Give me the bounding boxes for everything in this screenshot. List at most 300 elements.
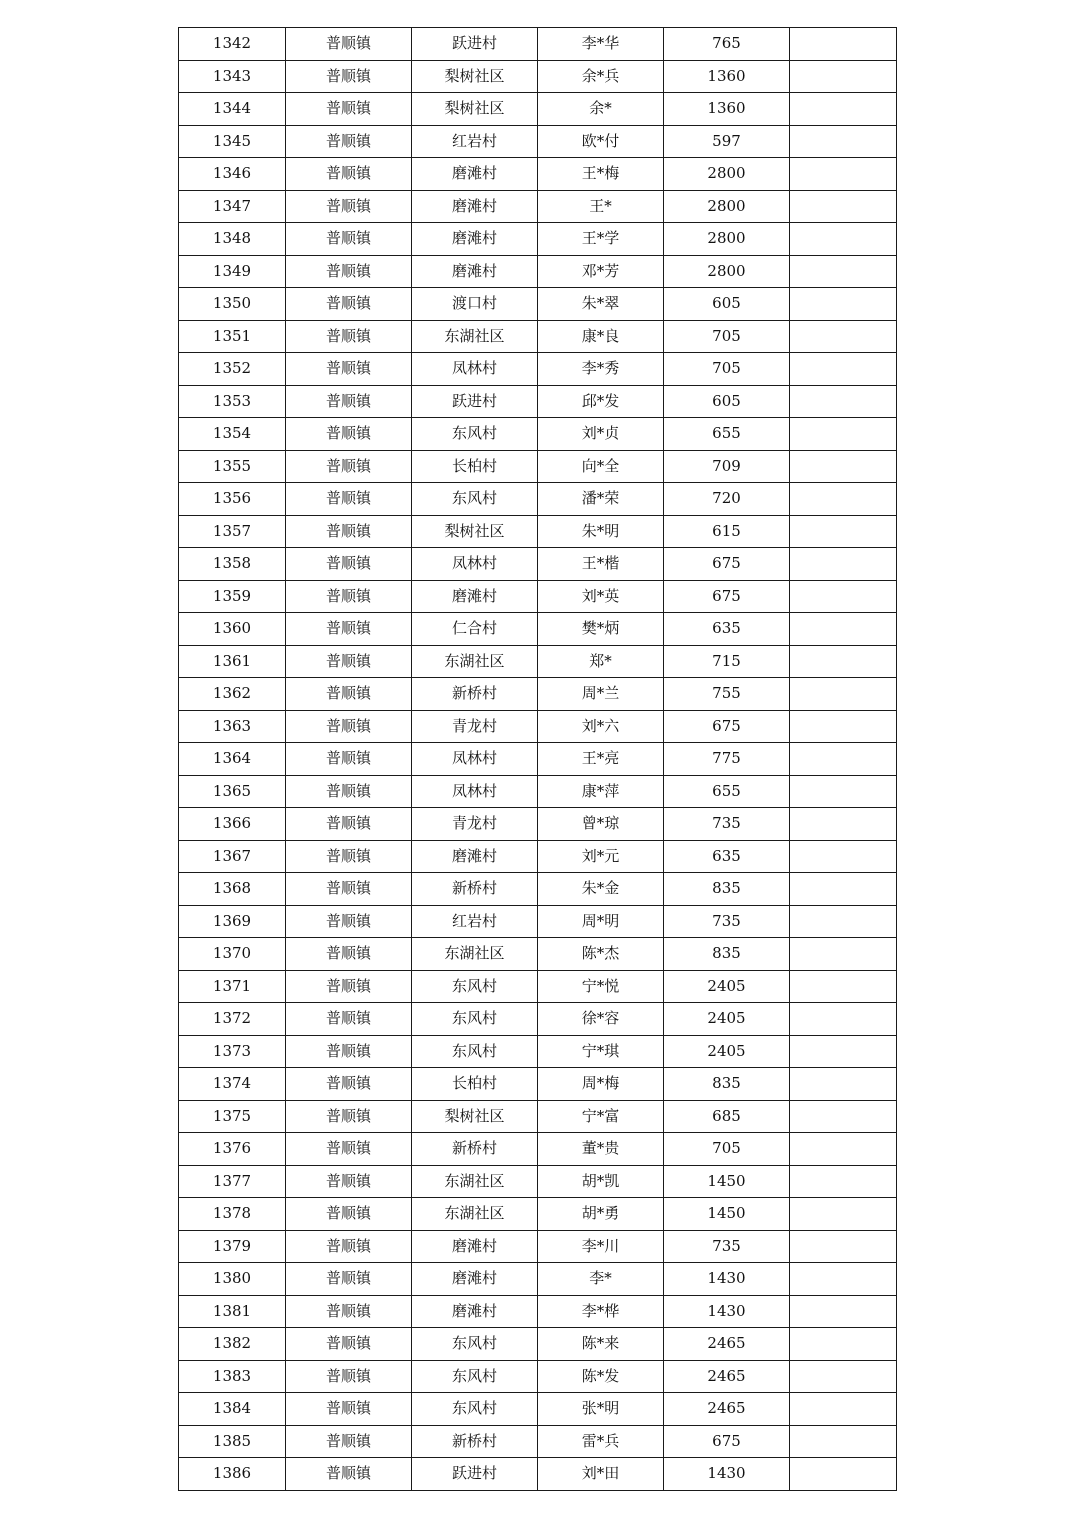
- cell-town: 普顺镇: [286, 385, 412, 418]
- cell-village: 磨滩村: [412, 580, 538, 613]
- cell-number: 1357: [179, 515, 286, 548]
- table-row: [179, 905, 897, 938]
- cell-number: 1382: [179, 1328, 286, 1361]
- cell-village: 东湖社区: [412, 938, 538, 971]
- cell-number: 1385: [179, 1425, 286, 1458]
- cell-village: 跃进村: [412, 385, 538, 418]
- table-row: [179, 840, 897, 873]
- cell-town: 普顺镇: [286, 483, 412, 516]
- cell-note: [790, 1230, 897, 1263]
- table-row: [179, 255, 897, 288]
- cell-village: 东风村: [412, 1328, 538, 1361]
- cell-note: [790, 1328, 897, 1361]
- cell-name: 余*: [538, 93, 664, 126]
- table-row: [179, 28, 897, 61]
- cell-village: 东湖社区: [412, 1165, 538, 1198]
- cell-number: 1365: [179, 775, 286, 808]
- cell-town: 普顺镇: [286, 580, 412, 613]
- cell-number: 1344: [179, 93, 286, 126]
- cell-amount: 705: [664, 320, 790, 353]
- cell-name: 胡*勇: [538, 1198, 664, 1231]
- table-row: [179, 353, 897, 386]
- cell-amount: 2405: [664, 1035, 790, 1068]
- cell-note: [790, 93, 897, 126]
- cell-number: 1381: [179, 1295, 286, 1328]
- cell-name: 朱*明: [538, 515, 664, 548]
- cell-town: 普顺镇: [286, 60, 412, 93]
- cell-number: 1350: [179, 288, 286, 321]
- cell-number: 1346: [179, 158, 286, 191]
- cell-town: 普顺镇: [286, 255, 412, 288]
- cell-name: 王*楷: [538, 548, 664, 581]
- cell-town: 普顺镇: [286, 1230, 412, 1263]
- cell-town: 普顺镇: [286, 1393, 412, 1426]
- cell-note: [790, 1295, 897, 1328]
- table-row: [179, 1068, 897, 1101]
- cell-town: 普顺镇: [286, 1425, 412, 1458]
- cell-town: 普顺镇: [286, 808, 412, 841]
- cell-amount: 2465: [664, 1328, 790, 1361]
- cell-name: 邓*芳: [538, 255, 664, 288]
- table-row: [179, 678, 897, 711]
- table-row: [179, 60, 897, 93]
- data-table-container: [178, 27, 897, 1491]
- cell-town: 普顺镇: [286, 158, 412, 191]
- cell-town: 普顺镇: [286, 873, 412, 906]
- cell-amount: 1360: [664, 60, 790, 93]
- cell-number: 1343: [179, 60, 286, 93]
- data-table: [178, 27, 897, 1491]
- cell-town: 普顺镇: [286, 743, 412, 776]
- cell-note: [790, 1458, 897, 1491]
- cell-village: 凤林村: [412, 548, 538, 581]
- cell-note: [790, 873, 897, 906]
- cell-number: 1375: [179, 1100, 286, 1133]
- cell-name: 朱*翠: [538, 288, 664, 321]
- cell-town: 普顺镇: [286, 1198, 412, 1231]
- cell-number: 1373: [179, 1035, 286, 1068]
- cell-village: 磨滩村: [412, 223, 538, 256]
- cell-name: 樊*炳: [538, 613, 664, 646]
- table-row: [179, 1165, 897, 1198]
- cell-amount: 675: [664, 548, 790, 581]
- cell-amount: 2800: [664, 223, 790, 256]
- cell-amount: 1430: [664, 1263, 790, 1296]
- table-row: [179, 1425, 897, 1458]
- cell-town: 普顺镇: [286, 28, 412, 61]
- cell-number: 1353: [179, 385, 286, 418]
- cell-village: 梨树社区: [412, 60, 538, 93]
- cell-name: 李*桦: [538, 1295, 664, 1328]
- cell-village: 凤林村: [412, 353, 538, 386]
- table-row: [179, 125, 897, 158]
- table-row: [179, 515, 897, 548]
- cell-number: 1383: [179, 1360, 286, 1393]
- cell-number: 1349: [179, 255, 286, 288]
- table-body: [179, 28, 897, 1491]
- cell-amount: 655: [664, 775, 790, 808]
- cell-amount: 705: [664, 1133, 790, 1166]
- table-row: [179, 1133, 897, 1166]
- cell-number: 1372: [179, 1003, 286, 1036]
- cell-name: 胡*凯: [538, 1165, 664, 1198]
- cell-number: 1358: [179, 548, 286, 581]
- cell-name: 欧*付: [538, 125, 664, 158]
- cell-town: 普顺镇: [286, 1328, 412, 1361]
- cell-name: 刘*元: [538, 840, 664, 873]
- cell-village: 梨树社区: [412, 93, 538, 126]
- cell-village: 新桥村: [412, 678, 538, 711]
- cell-name: 朱*金: [538, 873, 664, 906]
- cell-town: 普顺镇: [286, 288, 412, 321]
- cell-name: 邱*发: [538, 385, 664, 418]
- cell-note: [790, 190, 897, 223]
- cell-note: [790, 255, 897, 288]
- cell-amount: 835: [664, 938, 790, 971]
- cell-amount: 1360: [664, 93, 790, 126]
- cell-number: 1366: [179, 808, 286, 841]
- cell-amount: 720: [664, 483, 790, 516]
- cell-amount: 2465: [664, 1393, 790, 1426]
- table-row: [179, 580, 897, 613]
- cell-town: 普顺镇: [286, 1458, 412, 1491]
- cell-amount: 635: [664, 613, 790, 646]
- cell-village: 梨树社区: [412, 1100, 538, 1133]
- table-row: [179, 385, 897, 418]
- cell-town: 普顺镇: [286, 1035, 412, 1068]
- cell-number: 1378: [179, 1198, 286, 1231]
- cell-village: 东湖社区: [412, 645, 538, 678]
- cell-amount: 775: [664, 743, 790, 776]
- cell-name: 王*: [538, 190, 664, 223]
- cell-village: 红岩村: [412, 125, 538, 158]
- cell-village: 渡口村: [412, 288, 538, 321]
- cell-note: [790, 320, 897, 353]
- cell-note: [790, 1393, 897, 1426]
- cell-note: [790, 1035, 897, 1068]
- cell-town: 普顺镇: [286, 418, 412, 451]
- cell-number: 1369: [179, 905, 286, 938]
- cell-number: 1368: [179, 873, 286, 906]
- cell-amount: 1450: [664, 1165, 790, 1198]
- cell-note: [790, 1165, 897, 1198]
- table-row: [179, 1295, 897, 1328]
- cell-amount: 2405: [664, 970, 790, 1003]
- cell-amount: 705: [664, 353, 790, 386]
- cell-name: 康*萍: [538, 775, 664, 808]
- cell-note: [790, 678, 897, 711]
- table-row: [179, 93, 897, 126]
- table-row: [179, 645, 897, 678]
- cell-amount: 2800: [664, 190, 790, 223]
- cell-village: 红岩村: [412, 905, 538, 938]
- table-row: [179, 1360, 897, 1393]
- table-row: [179, 190, 897, 223]
- cell-name: 曾*琼: [538, 808, 664, 841]
- cell-town: 普顺镇: [286, 548, 412, 581]
- cell-town: 普顺镇: [286, 1133, 412, 1166]
- cell-note: [790, 613, 897, 646]
- cell-number: 1376: [179, 1133, 286, 1166]
- cell-amount: 765: [664, 28, 790, 61]
- cell-amount: 709: [664, 450, 790, 483]
- cell-town: 普顺镇: [286, 1003, 412, 1036]
- cell-note: [790, 580, 897, 613]
- cell-village: 磨滩村: [412, 158, 538, 191]
- cell-note: [790, 353, 897, 386]
- cell-amount: 2800: [664, 158, 790, 191]
- cell-note: [790, 938, 897, 971]
- cell-village: 仁合村: [412, 613, 538, 646]
- cell-note: [790, 418, 897, 451]
- cell-town: 普顺镇: [286, 710, 412, 743]
- cell-amount: 635: [664, 840, 790, 873]
- cell-note: [790, 1003, 897, 1036]
- cell-name: 康*良: [538, 320, 664, 353]
- table-row: [179, 613, 897, 646]
- table-row: [179, 1328, 897, 1361]
- cell-village: 新桥村: [412, 1425, 538, 1458]
- cell-name: 雷*兵: [538, 1425, 664, 1458]
- cell-amount: 735: [664, 1230, 790, 1263]
- cell-amount: 675: [664, 1425, 790, 1458]
- cell-name: 刘*贞: [538, 418, 664, 451]
- cell-town: 普顺镇: [286, 938, 412, 971]
- cell-note: [790, 223, 897, 256]
- cell-number: 1386: [179, 1458, 286, 1491]
- cell-number: 1351: [179, 320, 286, 353]
- cell-town: 普顺镇: [286, 1100, 412, 1133]
- cell-name: 余*兵: [538, 60, 664, 93]
- cell-number: 1380: [179, 1263, 286, 1296]
- cell-amount: 605: [664, 385, 790, 418]
- cell-name: 李*川: [538, 1230, 664, 1263]
- cell-town: 普顺镇: [286, 223, 412, 256]
- table-row: [179, 873, 897, 906]
- cell-number: 1352: [179, 353, 286, 386]
- cell-number: 1345: [179, 125, 286, 158]
- cell-note: [790, 1068, 897, 1101]
- table-row: [179, 775, 897, 808]
- cell-note: [790, 840, 897, 873]
- cell-name: 陈*来: [538, 1328, 664, 1361]
- cell-amount: 835: [664, 1068, 790, 1101]
- cell-number: 1374: [179, 1068, 286, 1101]
- table-row: [179, 158, 897, 191]
- cell-number: 1347: [179, 190, 286, 223]
- cell-note: [790, 158, 897, 191]
- cell-note: [790, 288, 897, 321]
- cell-note: [790, 515, 897, 548]
- cell-village: 磨滩村: [412, 1263, 538, 1296]
- cell-name: 王*亮: [538, 743, 664, 776]
- table-row: [179, 1100, 897, 1133]
- cell-amount: 835: [664, 873, 790, 906]
- cell-village: 东风村: [412, 483, 538, 516]
- cell-village: 新桥村: [412, 1133, 538, 1166]
- cell-village: 青龙村: [412, 710, 538, 743]
- cell-town: 普顺镇: [286, 450, 412, 483]
- cell-town: 普顺镇: [286, 515, 412, 548]
- cell-town: 普顺镇: [286, 320, 412, 353]
- cell-name: 李*: [538, 1263, 664, 1296]
- cell-town: 普顺镇: [286, 1068, 412, 1101]
- cell-number: 1361: [179, 645, 286, 678]
- cell-town: 普顺镇: [286, 905, 412, 938]
- cell-number: 1384: [179, 1393, 286, 1426]
- cell-name: 张*明: [538, 1393, 664, 1426]
- cell-amount: 735: [664, 905, 790, 938]
- cell-amount: 597: [664, 125, 790, 158]
- cell-name: 刘*田: [538, 1458, 664, 1491]
- cell-village: 长柏村: [412, 1068, 538, 1101]
- cell-village: 跃进村: [412, 28, 538, 61]
- cell-name: 郑*: [538, 645, 664, 678]
- cell-note: [790, 450, 897, 483]
- cell-village: 长柏村: [412, 450, 538, 483]
- cell-town: 普顺镇: [286, 678, 412, 711]
- cell-town: 普顺镇: [286, 93, 412, 126]
- cell-village: 凤林村: [412, 743, 538, 776]
- cell-note: [790, 1100, 897, 1133]
- cell-note: [790, 1425, 897, 1458]
- cell-amount: 755: [664, 678, 790, 711]
- cell-name: 陈*杰: [538, 938, 664, 971]
- cell-town: 普顺镇: [286, 840, 412, 873]
- cell-amount: 1450: [664, 1198, 790, 1231]
- cell-town: 普顺镇: [286, 190, 412, 223]
- cell-amount: 2465: [664, 1360, 790, 1393]
- cell-note: [790, 970, 897, 1003]
- cell-amount: 2800: [664, 255, 790, 288]
- cell-note: [790, 483, 897, 516]
- cell-name: 向*全: [538, 450, 664, 483]
- cell-village: 东湖社区: [412, 320, 538, 353]
- cell-village: 东风村: [412, 418, 538, 451]
- cell-name: 周*兰: [538, 678, 664, 711]
- cell-note: [790, 710, 897, 743]
- cell-amount: 735: [664, 808, 790, 841]
- cell-town: 普顺镇: [286, 970, 412, 1003]
- cell-number: 1359: [179, 580, 286, 613]
- cell-village: 东风村: [412, 1360, 538, 1393]
- table-row: [179, 710, 897, 743]
- table-row: [179, 288, 897, 321]
- cell-amount: 655: [664, 418, 790, 451]
- cell-amount: 1430: [664, 1458, 790, 1491]
- table-row: [179, 320, 897, 353]
- cell-amount: 2405: [664, 1003, 790, 1036]
- cell-name: 周*明: [538, 905, 664, 938]
- cell-village: 东风村: [412, 1393, 538, 1426]
- cell-amount: 1430: [664, 1295, 790, 1328]
- cell-town: 普顺镇: [286, 125, 412, 158]
- table-row: [179, 1230, 897, 1263]
- cell-note: [790, 775, 897, 808]
- cell-number: 1367: [179, 840, 286, 873]
- cell-town: 普顺镇: [286, 645, 412, 678]
- cell-note: [790, 125, 897, 158]
- cell-name: 董*贵: [538, 1133, 664, 1166]
- cell-number: 1354: [179, 418, 286, 451]
- cell-village: 东风村: [412, 1035, 538, 1068]
- table-row: [179, 1003, 897, 1036]
- table-row: [179, 223, 897, 256]
- cell-village: 新桥村: [412, 873, 538, 906]
- cell-village: 梨树社区: [412, 515, 538, 548]
- table-row: [179, 418, 897, 451]
- table-row: [179, 1458, 897, 1491]
- cell-number: 1379: [179, 1230, 286, 1263]
- cell-note: [790, 385, 897, 418]
- cell-name: 宁*琪: [538, 1035, 664, 1068]
- cell-village: 东湖社区: [412, 1198, 538, 1231]
- cell-note: [790, 905, 897, 938]
- cell-name: 徐*容: [538, 1003, 664, 1036]
- cell-number: 1362: [179, 678, 286, 711]
- cell-name: 李*秀: [538, 353, 664, 386]
- cell-amount: 605: [664, 288, 790, 321]
- cell-name: 周*梅: [538, 1068, 664, 1101]
- cell-number: 1348: [179, 223, 286, 256]
- table-row: [179, 1035, 897, 1068]
- cell-town: 普顺镇: [286, 1360, 412, 1393]
- cell-number: 1356: [179, 483, 286, 516]
- cell-note: [790, 60, 897, 93]
- table-row: [179, 1263, 897, 1296]
- cell-town: 普顺镇: [286, 1165, 412, 1198]
- cell-number: 1370: [179, 938, 286, 971]
- cell-note: [790, 1133, 897, 1166]
- table-row: [179, 450, 897, 483]
- cell-note: [790, 743, 897, 776]
- cell-name: 潘*荣: [538, 483, 664, 516]
- cell-number: 1363: [179, 710, 286, 743]
- cell-number: 1360: [179, 613, 286, 646]
- cell-amount: 615: [664, 515, 790, 548]
- cell-number: 1342: [179, 28, 286, 61]
- table-row: [179, 808, 897, 841]
- table-row: [179, 938, 897, 971]
- cell-name: 宁*悦: [538, 970, 664, 1003]
- cell-note: [790, 1360, 897, 1393]
- cell-village: 磨滩村: [412, 840, 538, 873]
- cell-town: 普顺镇: [286, 1263, 412, 1296]
- cell-note: [790, 1198, 897, 1231]
- cell-name: 刘*六: [538, 710, 664, 743]
- cell-name: 王*学: [538, 223, 664, 256]
- cell-village: 青龙村: [412, 808, 538, 841]
- cell-village: 磨滩村: [412, 1230, 538, 1263]
- cell-number: 1377: [179, 1165, 286, 1198]
- cell-amount: 685: [664, 1100, 790, 1133]
- cell-note: [790, 808, 897, 841]
- cell-village: 磨滩村: [412, 255, 538, 288]
- cell-town: 普顺镇: [286, 353, 412, 386]
- cell-number: 1355: [179, 450, 286, 483]
- cell-note: [790, 1263, 897, 1296]
- table-row: [179, 483, 897, 516]
- table-row: [179, 1198, 897, 1231]
- cell-town: 普顺镇: [286, 775, 412, 808]
- cell-village: 磨滩村: [412, 190, 538, 223]
- cell-name: 陈*发: [538, 1360, 664, 1393]
- table-row: [179, 548, 897, 581]
- cell-number: 1364: [179, 743, 286, 776]
- cell-name: 刘*英: [538, 580, 664, 613]
- cell-village: 东风村: [412, 1003, 538, 1036]
- cell-town: 普顺镇: [286, 1295, 412, 1328]
